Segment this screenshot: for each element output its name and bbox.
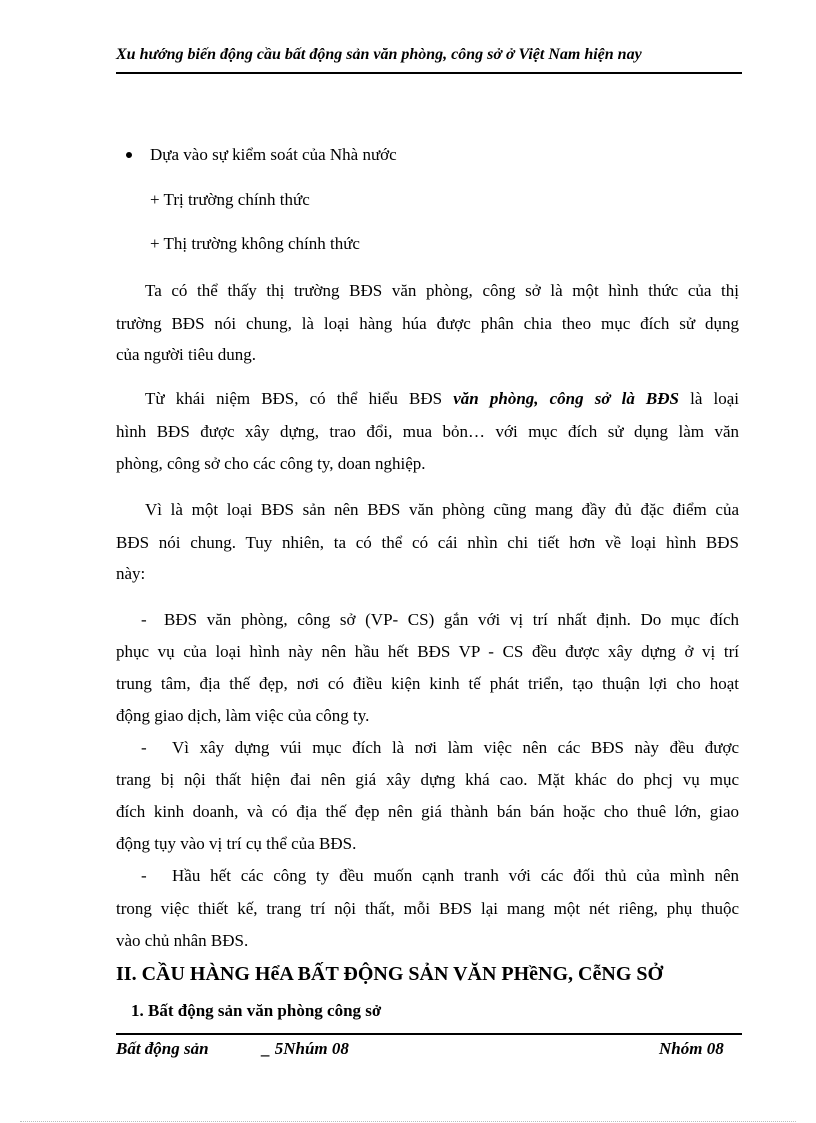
- para2-line1-pre: Từ khái niệm BĐS, có thể hiểu BĐS: [145, 389, 443, 408]
- list2-dash: -: [141, 738, 147, 757]
- para2-line1-post: là loại: [690, 389, 740, 408]
- list1-line3: trung tâm, địa thế đẹp, nơi có điều kiện kinh tế phát triển, tạo thuận lợi cho hoạt: [116, 674, 739, 693]
- list3-line1: Hầu hết các công ty đều muốn cạnh tranh với các đối thủ của mình nên: [172, 866, 739, 885]
- para3-line1: Vì là một loại BĐS sản nên BĐS văn phòng cũng mang đầy đủ đặc điểm của: [145, 500, 739, 519]
- para2-line2: hình BĐS được xây dựng, trao đổi, mua bỏn… với mục đích sử dụng làm văn: [116, 422, 739, 441]
- footer-rule: [116, 1033, 742, 1035]
- list2-line2: trang bị nội thất hiện đai nên giá xây dựng khá cao. Mặt khác do phcj vụ mục: [116, 770, 739, 789]
- list2-line3: đích kinh doanh, và có địa thế đẹp nên giá thành bán bán hoặc cho thuê lớn, giao: [116, 802, 739, 821]
- list1-line4: động giao dịch, làm việc của công ty.: [116, 706, 370, 725]
- para1-line2: trường BĐS nói chung, là loại hàng húa được phân chia theo mục đích sử dụng: [116, 314, 739, 333]
- sub-item-unofficial-market: + Thị trường không chính thức: [150, 234, 360, 253]
- header-rule: [116, 72, 742, 74]
- page-bottom-border: [20, 1121, 796, 1122]
- list1-line1: BĐS văn phòng, công sở (VP- CS) gắn với vị trí nhất định. Do mục đích: [164, 610, 739, 629]
- para1-line3: của người tiêu dung.: [116, 345, 257, 364]
- list3-line3: vào chủ nhân BĐS.: [116, 931, 249, 950]
- para2-line1-emphasis: văn phòng, công sở là BĐS: [453, 389, 680, 408]
- bullet-dot-icon: [126, 152, 132, 158]
- footer-right: Nhóm 08: [659, 1039, 724, 1058]
- list1-line2: phục vụ của loại hình này nên hầu hết BĐS VP - CS đều được xây dựng ở vị trí: [116, 642, 739, 661]
- section-subheading: 1. Bất động sản văn phòng công sở: [131, 1001, 382, 1020]
- bullet-item: Dựa vào sự kiểm soát của Nhà nước: [150, 145, 397, 164]
- list2-line1: Vì xây dựng vúi mục đích là nơi làm việc nên các BĐS này đều được: [172, 738, 739, 757]
- list3-dash: -: [141, 866, 147, 885]
- sub-item-official-market: + Trị trường chính thức: [150, 190, 310, 209]
- para3-line3: này:: [116, 564, 146, 583]
- list2-line4: động tụy vào vị trí cụ thể của BĐS.: [116, 834, 357, 853]
- page-header-title: Xu hướng biến động cầu bất động sản văn phòng, công sở ở Việt Nam hiện nay: [116, 46, 642, 63]
- section-heading: II. CẦU HÀNG HểA BẤT ĐỘNG SẢN VĂN PHềNG, CễNG SỞ: [116, 963, 664, 985]
- para2-line1: [145, 389, 739, 409]
- para3-line2: BĐS nói chung. Tuy nhiên, ta có thể có cái nhìn chi tiết hơn về loại hình BĐS: [116, 533, 739, 552]
- list3-line2: trong việc thiết kế, trang trí nội thất, mỗi BĐS lại mang một nét riêng, phụ thuộc: [116, 899, 739, 918]
- para2-line3: phòng, công sở cho các công ty, doan nghiệp.: [116, 454, 426, 473]
- list1-dash: -: [141, 610, 147, 629]
- footer-middle: _ 5Nhúm 08: [262, 1039, 349, 1058]
- footer-left: Bất động sản: [116, 1039, 209, 1058]
- para1-line1: Ta có thể thấy thị trường BĐS văn phòng, công sở là một hình thức của thị: [145, 281, 739, 300]
